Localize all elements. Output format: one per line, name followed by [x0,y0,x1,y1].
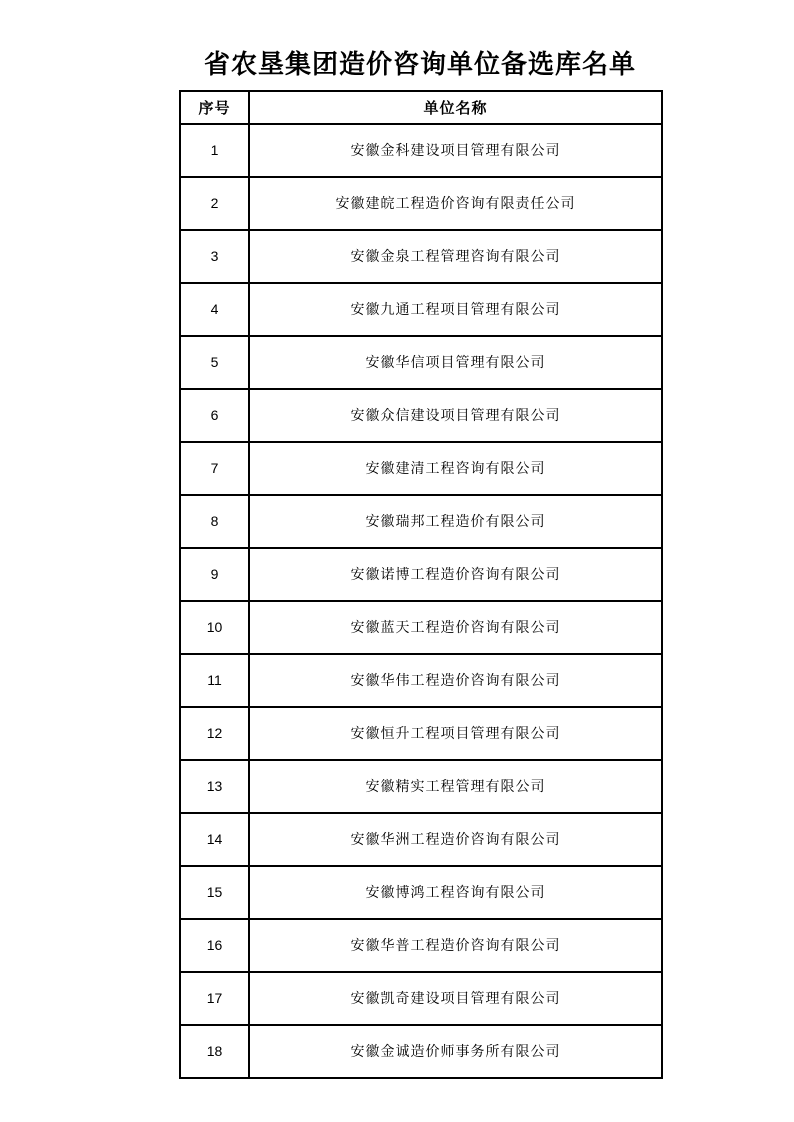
row-number-cell: 13 [180,760,249,813]
page-title: 省农垦集团造价咨询单位备选库名单 [203,49,636,79]
company-name-cell: 安徽华信项目管理有限公司 [249,336,662,389]
table-row [180,495,662,548]
table-row [180,442,662,495]
company-name-cell: 安徽蓝天工程造价咨询有限公司 [249,601,662,654]
row-number-cell: 12 [180,707,249,760]
table-row [180,177,662,230]
company-name-cell: 安徽凯奇建设项目管理有限公司 [249,972,662,1025]
document-content [179,0,661,1079]
roster-table [179,90,663,1079]
row-number-cell: 11 [180,654,249,707]
table-row [180,760,662,813]
company-name-cell: 安徽金泉工程管理咨询有限公司 [249,230,662,283]
table-row [180,124,662,177]
row-number-cell: 9 [180,548,249,601]
table-row [180,230,662,283]
company-name-cell: 安徽华洲工程造价咨询有限公司 [249,813,662,866]
row-number-cell: 6 [180,389,249,442]
table-row [180,972,662,1025]
header-unit-name: 单位名称 [249,91,662,124]
table-row [180,389,662,442]
row-number-cell: 4 [180,283,249,336]
table-row [180,707,662,760]
row-number-cell: 3 [180,230,249,283]
header-serial-number: 序号 [180,91,249,124]
row-number-cell: 15 [180,866,249,919]
row-number-cell: 7 [180,442,249,495]
row-number-cell: 17 [180,972,249,1025]
company-name-cell: 安徽九通工程项目管理有限公司 [249,283,662,336]
table-row [180,601,662,654]
row-number-cell: 16 [180,919,249,972]
row-number-cell: 18 [180,1025,249,1078]
table-row [180,813,662,866]
company-name-cell: 安徽恒升工程项目管理有限公司 [249,707,662,760]
row-number-cell: 8 [180,495,249,548]
row-number-cell: 14 [180,813,249,866]
table-row [180,1025,662,1078]
company-name-cell: 安徽建清工程咨询有限公司 [249,442,662,495]
company-name-cell: 安徽华伟工程造价咨询有限公司 [249,654,662,707]
company-name-cell: 安徽瑞邦工程造价有限公司 [249,495,662,548]
table-row [180,654,662,707]
company-name-cell: 安徽精实工程管理有限公司 [249,760,662,813]
row-number-cell: 2 [180,177,249,230]
row-number-cell: 5 [180,336,249,389]
table-row [180,548,662,601]
company-name-cell: 安徽博鸿工程咨询有限公司 [249,866,662,919]
company-name-cell: 安徽金科建设项目管理有限公司 [249,124,662,177]
table-row [180,866,662,919]
company-name-cell: 安徽金诚造价师事务所有限公司 [249,1025,662,1078]
company-name-cell: 安徽建皖工程造价咨询有限责任公司 [249,177,662,230]
company-name-cell: 安徽诺博工程造价咨询有限公司 [249,548,662,601]
row-number-cell: 10 [180,601,249,654]
table-row [180,283,662,336]
company-name-cell: 安徽华普工程造价咨询有限公司 [249,919,662,972]
row-number-cell: 1 [180,124,249,177]
table-row [180,919,662,972]
company-name-cell: 安徽众信建设项目管理有限公司 [249,389,662,442]
table-row [180,336,662,389]
table-header-row [180,91,662,124]
